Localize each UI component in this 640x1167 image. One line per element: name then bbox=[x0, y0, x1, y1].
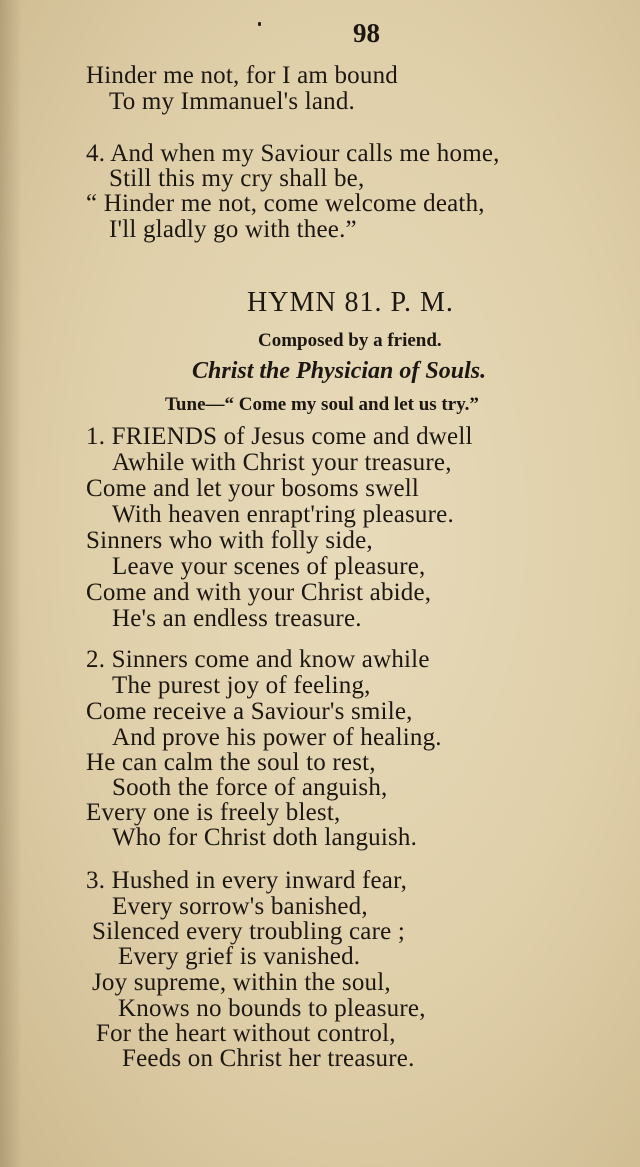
verse-line: Still this my cry shall be, bbox=[109, 165, 365, 192]
stanza-line: Leave your scenes of pleasure, bbox=[112, 553, 426, 580]
stanza-line: Every grief is vanished. bbox=[118, 943, 361, 970]
stanza-line: With heaven enrapt'ring pleasure. bbox=[112, 501, 454, 528]
verse-line: To my Immanuel's land. bbox=[109, 88, 356, 115]
hymn-subject: Christ the Physician of Souls. bbox=[192, 358, 487, 384]
page-speck bbox=[258, 22, 261, 26]
stanza-line: He's an endless treasure. bbox=[112, 605, 362, 632]
hymn-title: HYMN 81. P. M. bbox=[247, 287, 454, 318]
stanza-line: Joy supreme, within the soul, bbox=[92, 969, 391, 996]
stanza-line: Silenced every troubling care ; bbox=[92, 918, 406, 945]
verse-line: I'll gladly go with thee.” bbox=[109, 216, 357, 243]
stanza-line: The purest joy of feeling, bbox=[112, 672, 371, 699]
hymn-tune: Tune—“ Come my soul and let us try.” bbox=[165, 394, 479, 415]
verse-line: Hinder me not, for I am bound bbox=[86, 62, 398, 89]
stanza-line: Feeds on Christ her treasure. bbox=[122, 1045, 415, 1072]
stanza-line: Every sorrow's banished, bbox=[112, 893, 368, 920]
stanza-line: Sinners who with folly side, bbox=[86, 527, 373, 554]
stanza-line: Who for Christ doth languish. bbox=[112, 824, 418, 851]
stanza-line: And prove his power of healing. bbox=[112, 724, 442, 751]
stanza-line: Come and let your bosoms swell bbox=[86, 475, 420, 502]
hymn-author: Composed by a friend. bbox=[258, 330, 442, 351]
page-number: 98 bbox=[353, 18, 380, 48]
stanza-line: For the heart without control, bbox=[96, 1020, 396, 1047]
verse-line: 4. And when my Saviour calls me home, bbox=[86, 140, 500, 167]
stanza-line: 3. Hushed in every inward fear, bbox=[86, 867, 408, 894]
stanza-line: He can calm the soul to rest, bbox=[86, 749, 376, 776]
stanza-line: Sooth the force of anguish, bbox=[112, 774, 388, 801]
stanza-line: Come and with your Christ abide, bbox=[86, 579, 432, 606]
stanza-line: Come receive a Saviour's smile, bbox=[86, 698, 413, 725]
stanza-line: Every one is freely blest, bbox=[86, 799, 341, 826]
stanza-line: Knows no bounds to pleasure, bbox=[118, 995, 426, 1022]
stanza-line: 1. FRIENDS of Jesus come and dwell bbox=[86, 423, 473, 450]
stanza-line: 2. Sinners come and know awhile bbox=[86, 646, 430, 673]
verse-line: “ Hinder me not, come welcome death, bbox=[86, 190, 485, 217]
stanza-line: Awhile with Christ your treasure, bbox=[112, 449, 452, 476]
